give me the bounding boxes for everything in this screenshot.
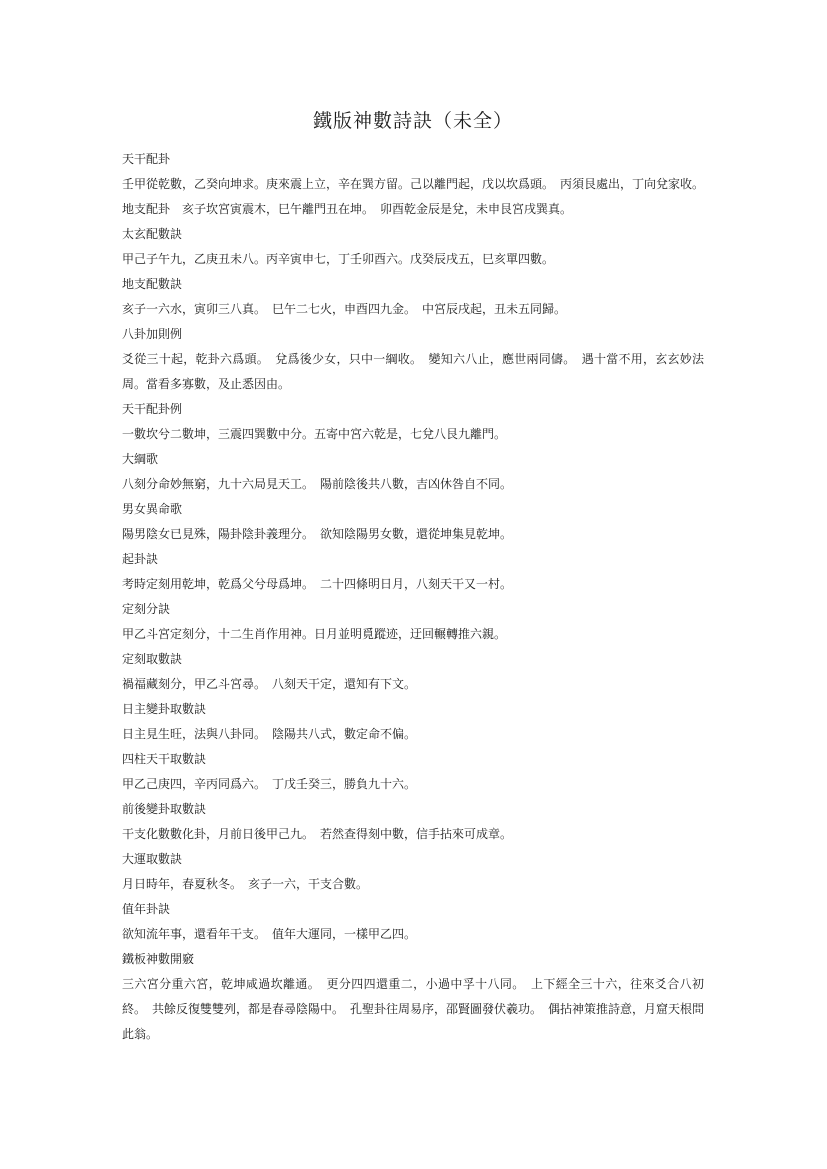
section-heading: 鐵板神數開竅 — [122, 952, 195, 966]
section-text: 八刻分命妙無窮，九十六局見天工。 陽前陰後共八數，吉凶休咎自不同。 — [122, 477, 513, 491]
section-heading: 男女異命歌 — [122, 502, 183, 516]
section-text: 爻從三十起，乾卦六爲頭。 兌爲後少女，只中一綱收。 變知六八止，應世兩同儔。 遇十當不用，玄玄妙法周。當看多寡數，及止悉因由。 — [122, 352, 704, 391]
section-text: 甲己子午九，乙庚丑未八。丙辛寅申七，丁壬卯酉六。戊癸辰戌五，巳亥單四數。 — [122, 252, 555, 266]
section-heading: 四柱天干取數訣 — [122, 752, 207, 766]
section-heading: 天干配卦例 — [122, 402, 183, 416]
section-text: 甲乙斗宮定刻分，十二生肖作用神。日月並明覓蹤迹，迂回輾轉推六親。 — [122, 627, 507, 641]
section-text: 日主見生旺，法與八卦同。 陰陽共八式，數定命不偏。 — [122, 727, 417, 741]
section-text: 三六宮分重六宮，乾坤咸過坎離通。 更分四四還重二，小過中孚十八同。 上下經全三十六，往來爻合八初終。 共餘反復雙雙列，都是春尋陰陽中。 孔聖卦往周易序，邵賢圖發伏羲功。 偶拈神策推詩意，月窟天根問此翁。 — [122, 977, 705, 1041]
section-text: 欲知流年事，還看年干支。 值年大運同，一樣甲乙四。 — [122, 927, 417, 941]
section-heading: 八卦加則例 — [122, 327, 183, 341]
section-text: 干支化數數化卦，月前日後甲己九。 若然查得刻中數，信手拈來可成章。 — [122, 827, 513, 841]
section-heading: 地支配數訣 — [122, 277, 183, 291]
section-heading: 大運取數訣 — [122, 852, 183, 866]
section-text: 考時定刻用乾坤，乾爲父兮母爲坤。 二十四條明日月，八刻天干又一村。 — [122, 577, 513, 591]
section-text: 月日時年，春夏秋冬。 亥子一六，干支合數。 — [122, 877, 369, 891]
section-text: 壬甲從乾數，乙癸向坤求。庚來震上立，辛在巽方留。己以離門起，戊以坎爲頭。 丙須艮處出，丁向兌家收。 — [122, 177, 705, 191]
section-heading: 日主變卦取數訣 — [122, 702, 207, 716]
section-text: 甲乙己庚四，辛丙同爲六。 丁戊壬癸三，勝負九十六。 — [122, 777, 417, 791]
section-text: 地支配卦 亥子坎宮寅震木，巳午離門丑在坤。 卯酉乾金辰是兌，未申艮宮戌巽真。 — [122, 202, 573, 216]
section-heading: 大綱歌 — [122, 452, 159, 466]
page-title: 鐵版神數詩訣（未全） — [312, 110, 513, 132]
section-heading: 定刻取數訣 — [122, 652, 183, 666]
section-text: 陽男陰女已見殊，陽卦陰卦義理分。 欲知陰陽男女數，還從坤集見乾坤。 — [122, 527, 513, 541]
section-heading: 天干配卦 — [122, 152, 171, 166]
section-heading: 起卦訣 — [122, 552, 159, 566]
section-heading: 太玄配數訣 — [122, 227, 183, 241]
section-heading: 值年卦訣 — [122, 902, 171, 916]
section-heading: 定刻分訣 — [122, 602, 171, 616]
section-text: 一數坎兮二數坤，三震四巽數中分。五寄中宮六乾是，七兌八艮九離門。 — [122, 427, 507, 441]
document-body — [122, 147, 704, 1047]
section-heading: 前後變卦取數訣 — [122, 802, 207, 816]
section-text: 禍福藏刻分，甲乙斗宮尋。 八刻天干定，還知有下文。 — [122, 677, 417, 691]
section-text: 亥子一六水，寅卯三八真。 巳午二七火，申酉四九金。 中宮辰戌起，丑未五同歸。 — [122, 302, 567, 316]
